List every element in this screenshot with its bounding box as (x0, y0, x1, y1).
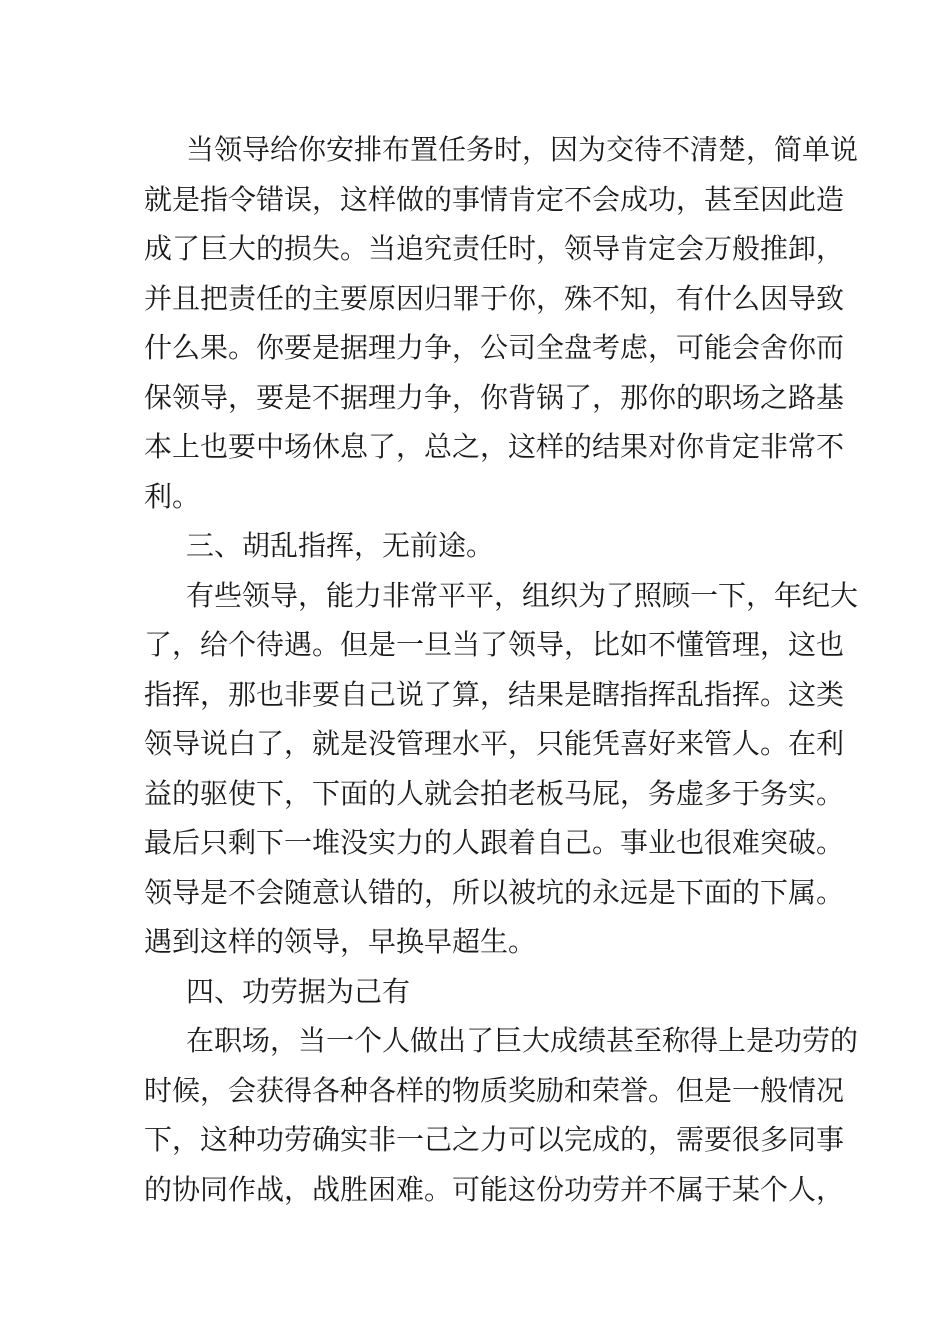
text-line: 下，这种功劳确实非一己之力可以完成的，需要很多同事 (144, 1123, 845, 1156)
text-line: 有些领导，能力非常平平，组织为了照顾一下，年纪大 (186, 578, 859, 612)
text-line: 当领导给你安排布置任务时，因为交待不清楚，简单说 (186, 133, 859, 166)
text-line: 的协同作战，战胜困难。可能这份功劳并不属于某个人， (144, 1172, 845, 1206)
text-line: 益的驱使下，下面的人就会拍老板马屁，务虚多于务实。 (144, 776, 845, 810)
text-line: 保领导，要是不据理力争，你背锅了，那你的职场之路基 (144, 380, 845, 414)
text-line: 指挥，那也非要自己说了算，结果是瞎指挥乱指挥。这类 (144, 677, 845, 711)
text-line: 领导说白了，就是没管理水平，只能凭喜好来管人。在利 (144, 727, 845, 760)
text-line: 时候，会获得各种各样的物质奖励和荣誉。但是一般情况 (144, 1073, 845, 1107)
text-line: 遇到这样的领导，早换早超生。 (144, 925, 537, 958)
section-heading: 三、胡乱指挥，无前途。 (186, 529, 495, 562)
text-line: 了，给个待遇。但是一旦当了领导，比如不懂管理，这也 (144, 628, 845, 661)
text-line: 成了巨大的损失。当追究责任时，领导肯定会万般推卸， (144, 232, 845, 265)
text-line: 就是指令错误，这样做的事情肯定不会成功，甚至因此造 (144, 182, 845, 216)
text-line: 最后只剩下一堆没实力的人跟着自己。事业也很难突破。 (144, 826, 845, 859)
text-line: 本上也要中场休息了，总之，这样的结果对你肯定非常不 (144, 430, 845, 463)
document-body (144, 125, 859, 1214)
text-line: 领导是不会随意认错的，所以被坑的永远是下面的下属。 (144, 875, 845, 909)
section-heading: 四、功劳据为己有 (186, 974, 411, 1008)
text-line: 利。 (144, 479, 201, 513)
text-line: 并且把责任的主要原因归罪于你，殊不知，有什么因导致 (144, 281, 845, 315)
text-line: 什么果。你要是据理力争，公司全盘考虑，可能会舍你而 (144, 331, 845, 364)
text-line: 在职场，当一个人做出了巨大成绩甚至称得上是功劳的 (186, 1024, 859, 1057)
